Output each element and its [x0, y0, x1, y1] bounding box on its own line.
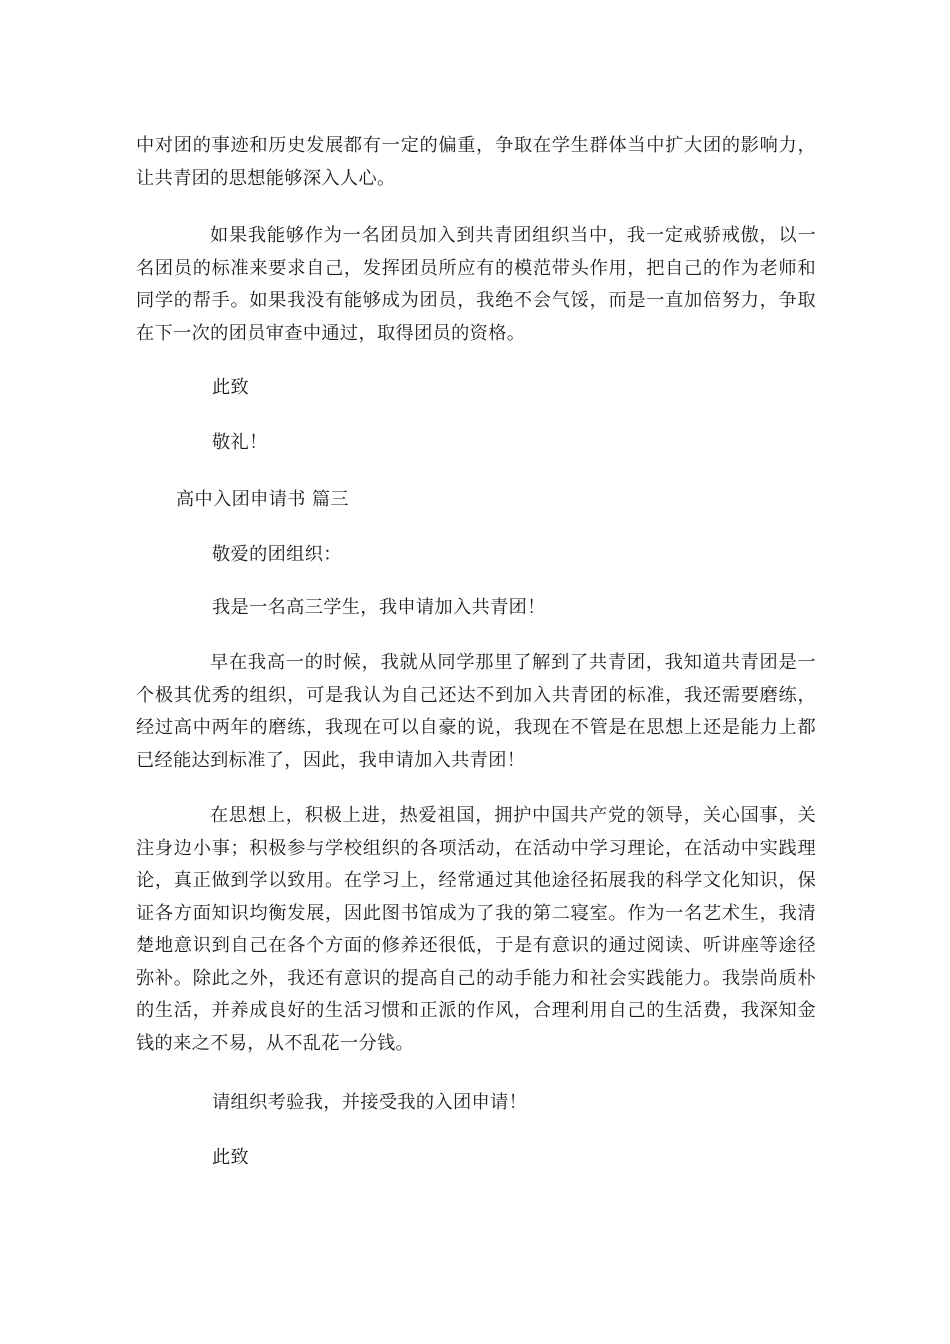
paragraph-continuation: 中对团的事迹和历史发展都有一定的偏重，争取在学生群体当中扩大团的影响力，让共青团的思想能够深入人心。 [136, 135, 816, 189]
paragraph-commitment: 如果我能够作为一名团员加入到共青团组织当中，我一定戒骄戒傲，以一名团员的标准来要求自己，发挥团员所应有的模范带头作用，把自己的作为老师和同学的帮手。如果我没有能够成为团员，我绝不会气馁，而是一直加倍努力，争取在下一次的团员审查中通过，取得团员的资格。 [136, 225, 816, 344]
paragraph-background: 早在我高一的时候，我就从同学那里了解到了共青团，我知道共青团是一个极其优秀的组织，可是我认为自己还达不到加入共青团的标准，我还需要磨练，经过高中两年的磨练，我现在可以自豪的说，我现在不管是在思想上还是能力上都已经能达到标准了，因此，我申请加入共青团！ [136, 652, 816, 771]
letter-greeting: 敬爱的团组织： [212, 544, 342, 565]
closing-line-1: 此致 [212, 377, 250, 398]
closing-line-2: 此致 [212, 1147, 250, 1168]
paragraph-request: 请组织考验我，并接受我的入团申请！ [212, 1092, 528, 1113]
section-title: 高中入团申请书 篇三 [176, 489, 349, 510]
paragraph-performance: 在思想上，积极上进，热爱祖国，拥护中国共产党的领导，关心国事，关注身边小事；积极参与学校组织的各项活动，在活动中学习理论，在活动中实践理论，真正做到学以致用。在学习上，经常通过其他途径拓展我的科学文化知识，保证各方面知识均衡发展，因此图书馆成为了我的第二寝室。作为一名艺术生，我清楚地意识到自己在各个方面的修养还很低，于是有意识的通过阅读、听讲座等途径弥补。除此之外，我还有意识的提高自己的动手能力和社会实践能力。我崇尚质朴的生活，并养成良好的生活习惯和正派的作风，合理利用自己的生活费，我深知金钱的来之不易，从不乱花一分钱。 [136, 805, 816, 1054]
salutation-line-1: 敬礼！ [212, 432, 268, 453]
paragraph-intro: 我是一名高三学生，我申请加入共青团！ [212, 597, 546, 618]
